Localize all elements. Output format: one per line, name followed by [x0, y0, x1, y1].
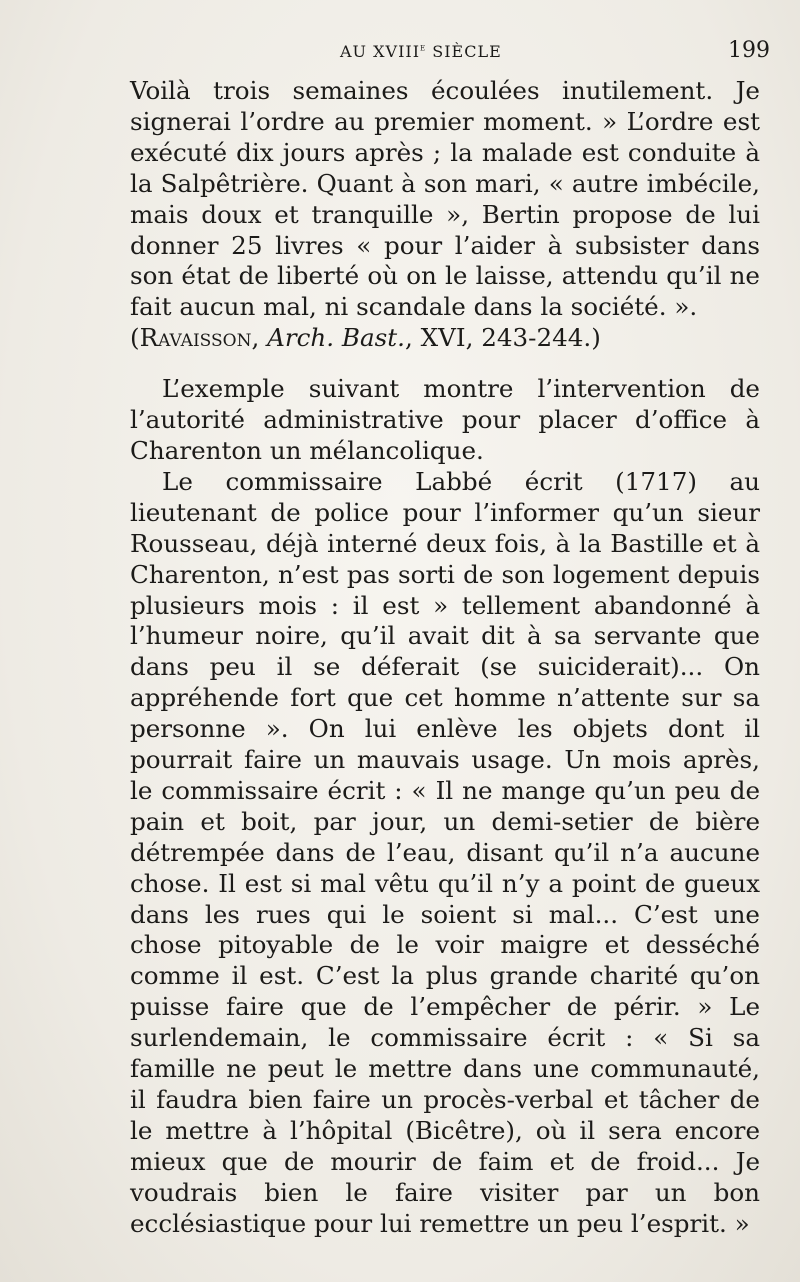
page-number: 199 [728, 38, 770, 63]
paragraph-1: Voilà trois semaines écoulées inutilement. Je signerai l’ordre au premier moment. » L’ordre est exécuté dix jours après ; la malade est conduite à la Salpêtrière. Quant à son mari, « autre imbécile, mais doux et tranquille », Bertin propose de lui donner 25 livres « pour l’aider à subsister dans son état de liberté où on le laisse, attendu qu’il ne fait aucun mal, ni scandale dans la société. ». [130, 76, 760, 322]
page-header [130, 38, 770, 68]
citation [130, 323, 760, 354]
running-title-suffix: SIÈCLE [426, 42, 502, 61]
citation-work: Arch. Bast. [267, 323, 405, 353]
running-title-prefix: AU XVIII [340, 42, 421, 61]
citation-reference: , XVI, 243-244.) [404, 323, 601, 353]
paragraph-3: Le commissaire Labbé écrit (1717) au lieutenant de police pour l’informer qu’un sieur Rousseau, déjà interné deux fois, à la Bastille et à Charenton, n’est pas sorti de son logement depuis plusieurs mois : il est » tellement abandonné à l’humeur noire, qu’il avait dit à sa servante que dans peu il se déferait (se suiciderait)... On appréhende fort que cet homme n’attente sur sa personne ». On lui enlève les objets dont il pourrait faire un mauvais usage. Un mois après, le commissaire écrit : « Il ne mange qu’un peu de pain et boit, par jour, un demi-setier de bière détrempée dans de l’eau, disant qu’il n’a aucune chose. Il est si mal vêtu qu’il n’y a point de gueux dans les rues qui le soient si mal... C’est une chose pitoyable de le voir maigre et desséché comme il est. C’est la plus grande charité qu’on puisse faire que de l’empêcher de périr. » Le surlendemain, le commissaire écrit : « Si sa famille ne peut le mettre dans une communauté, il faudra bien faire un procès-verbal et tâcher de le mettre à l’hôpital (Bicêtre), où il sera encore mieux que de mourir de faim et de froid... Je voudrais bien le faire visiter par un bon ecclésiastique pour lui remettre un peu l’esprit. » [130, 466, 760, 1238]
citation-separator: , [251, 323, 268, 353]
paragraph-2: L’exemple suivant montre l’intervention de l’autorité administrative pour placer d’office à Charenton un mélancolique. [130, 374, 760, 465]
running-title-superscript: e [420, 42, 427, 54]
citation-author: Ravaisson [139, 323, 252, 353]
citation-open: ( [130, 323, 140, 353]
body-text [130, 76, 760, 1240]
running-title [340, 42, 502, 61]
